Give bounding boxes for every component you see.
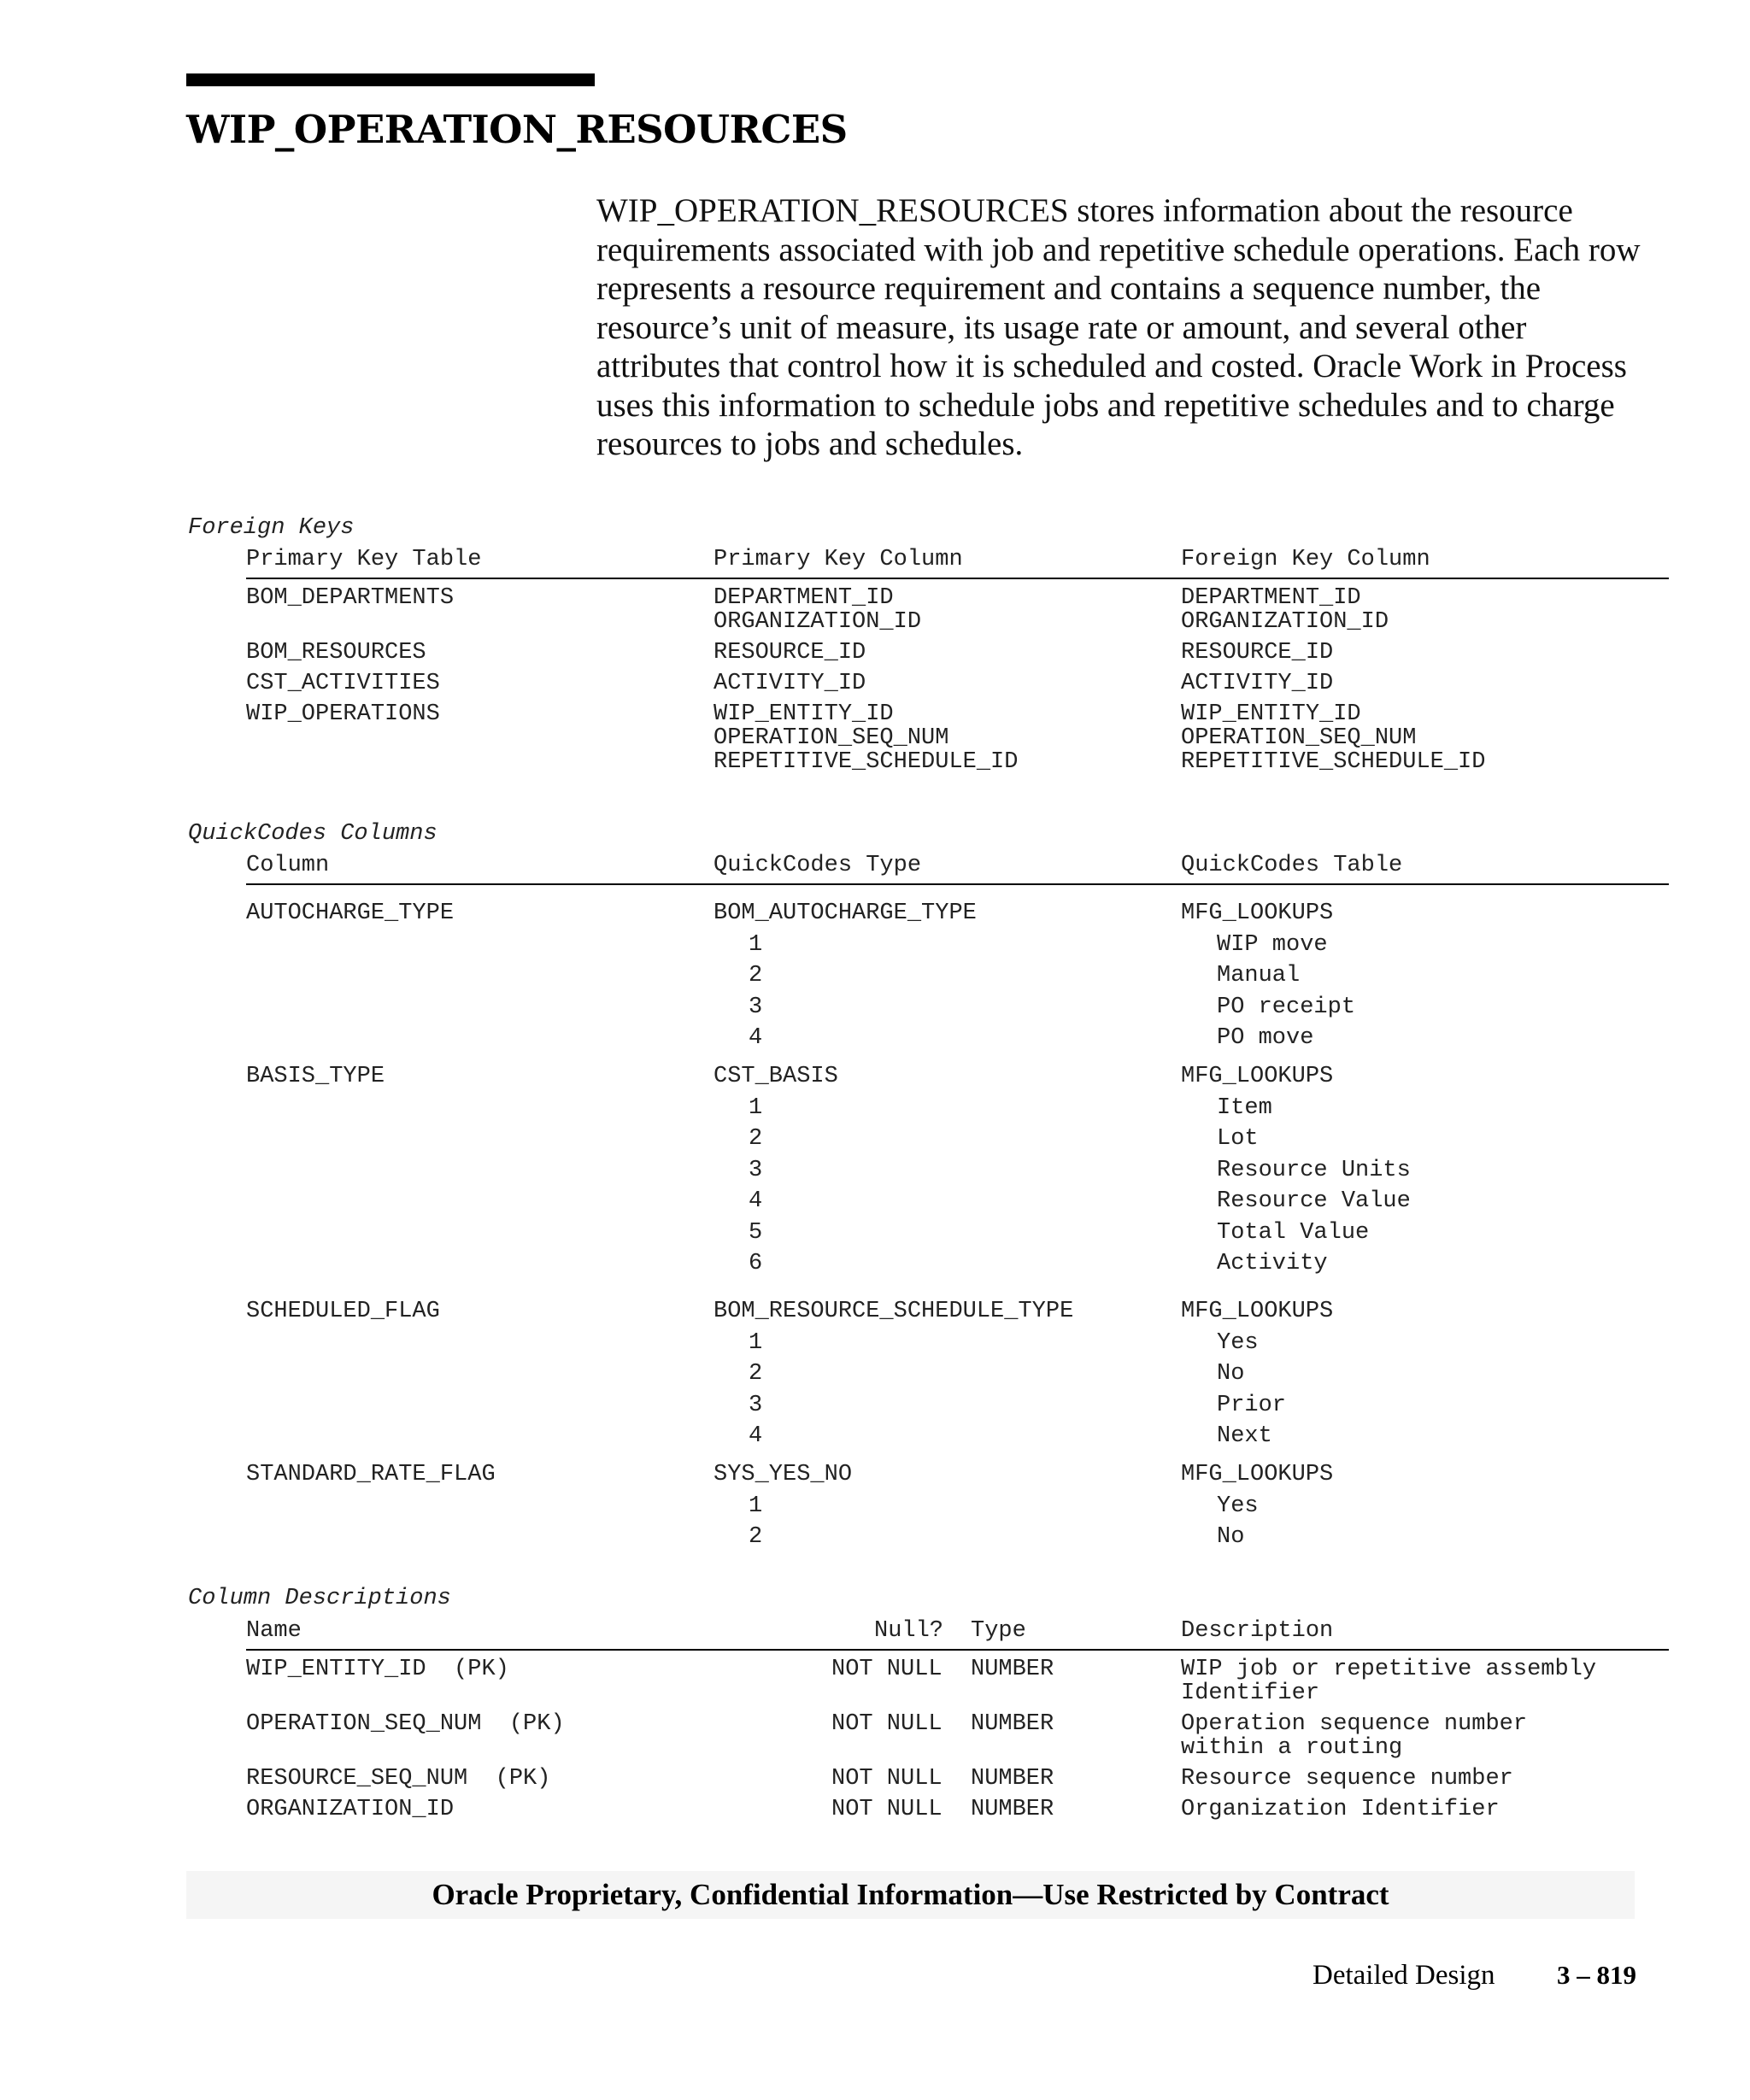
fk-primary-key-column: WIP_ENTITY_ID [714, 701, 894, 727]
qc-meaning: Lot [1217, 1126, 1259, 1152]
qc-code: 3 [749, 1157, 763, 1183]
header-type: Type [971, 1618, 1026, 1644]
cd-description: WIP job or repetitive assembly [1181, 1657, 1597, 1682]
qc-code: 1 [749, 1329, 763, 1356]
cd-type: NUMBER [971, 1766, 1054, 1792]
qc-meaning: Resource Value [1217, 1188, 1411, 1214]
qc-meaning: Yes [1217, 1329, 1259, 1356]
qc-code: 1 [749, 1094, 763, 1121]
qc-meaning: PO receipt [1217, 994, 1356, 1020]
qc-type: CST_BASIS [714, 1064, 838, 1089]
qc-code: 2 [749, 1524, 763, 1550]
qc-code: 1 [749, 1493, 763, 1519]
cd-column-name: ORGANIZATION_ID [246, 1797, 455, 1822]
qc-code: 4 [749, 1423, 763, 1449]
top-rule [186, 73, 595, 86]
fk-primary-key-table: CST_ACTIVITIES [246, 671, 440, 696]
cd-type: NUMBER [971, 1657, 1054, 1682]
confidential-notice-band [186, 1871, 1635, 1919]
qc-type: BOM_RESOURCE_SCHEDULE_TYPE [714, 1299, 1074, 1324]
fk-primary-key-column: DEPARTMENT_ID [714, 585, 894, 611]
qc-code: 2 [749, 1361, 763, 1387]
qc-meaning: Manual [1217, 963, 1301, 988]
cd-column-name: OPERATION_SEQ_NUM (PK) [246, 1711, 565, 1737]
fk-foreign-key-column: OPERATION_SEQ_NUM [1181, 725, 1417, 751]
page-title: WIP_OPERATION_RESOURCES [186, 107, 848, 152]
fk-foreign-key-column: WIP_ENTITY_ID [1181, 701, 1361, 727]
fk-primary-key-table: BOM_DEPARTMENTS [246, 585, 455, 611]
qc-table: MFG_LOOKUPS [1181, 1462, 1334, 1487]
fk-foreign-key-column: REPETITIVE_SCHEDULE_ID [1181, 749, 1486, 775]
qc-meaning: No [1217, 1361, 1245, 1387]
column-descriptions-label: Column Descriptions [188, 1586, 451, 1611]
fk-primary-key-table: WIP_OPERATIONS [246, 701, 440, 727]
fk-primary-key-column: ORGANIZATION_ID [714, 609, 922, 635]
cd-type: NUMBER [971, 1797, 1054, 1822]
qc-meaning: PO move [1217, 1025, 1314, 1051]
qc-table: MFG_LOOKUPS [1181, 900, 1334, 926]
cd-null: NOT NULL [831, 1766, 943, 1792]
qc-meaning: Prior [1217, 1392, 1287, 1418]
fk-foreign-key-column: ACTIVITY_ID [1181, 671, 1334, 696]
qc-code: 4 [749, 1025, 763, 1051]
qc-code: 3 [749, 994, 763, 1020]
cd-description: Identifier [1181, 1681, 1320, 1706]
qc-code: 2 [749, 963, 763, 988]
fk-primary-key-table: BOM_RESOURCES [246, 640, 426, 666]
qc-meaning: Total Value [1217, 1219, 1370, 1246]
confidential-notice: Oracle Proprietary, Confidential Information––Use Restricted by Contract [432, 1878, 1389, 1911]
qc-meaning: Resource Units [1217, 1157, 1411, 1183]
header-quickcodes-table: QuickCodes Table [1181, 853, 1403, 878]
qc-meaning: Yes [1217, 1493, 1259, 1519]
foreign-keys-label: Foreign Keys [188, 515, 355, 541]
fk-foreign-key-column: RESOURCE_ID [1181, 640, 1334, 666]
cd-column-name: WIP_ENTITY_ID (PK) [246, 1657, 509, 1682]
header-name: Name [246, 1618, 302, 1644]
cd-description: within a routing [1181, 1735, 1403, 1761]
header-quickcodes-type: QuickCodes Type [714, 853, 922, 878]
cd-description: Resource sequence number [1181, 1766, 1513, 1792]
cd-null: NOT NULL [831, 1657, 943, 1682]
quickcodes-header [246, 853, 1669, 885]
qc-code: 5 [749, 1219, 763, 1246]
cd-description: Operation sequence number [1181, 1711, 1528, 1737]
qc-code: 2 [749, 1126, 763, 1152]
cd-column-name: RESOURCE_SEQ_NUM (PK) [246, 1766, 551, 1792]
header-column: Column [246, 853, 330, 878]
qc-code: 4 [749, 1188, 763, 1214]
cd-null: NOT NULL [831, 1797, 943, 1822]
intro-paragraph: WIP_OPERATION_RESOURCES stores information about the resource requirements associated with job and repetitive schedule operations. Each row represents a resource requirement and contains a sequence number, the resource’s unit of measure, its usage rate or amount, and several other attributes that control how it is scheduled and costed. Oracle Work in Process uses this information to schedule jobs and repetitive schedules and to charge resources to jobs and schedules. [596, 192, 1641, 462]
qc-meaning: No [1217, 1524, 1245, 1550]
column-descriptions-header [246, 1618, 1669, 1651]
fk-primary-key-column: RESOURCE_ID [714, 640, 866, 666]
header-foreign-key-column: Foreign Key Column [1181, 547, 1430, 572]
fk-foreign-key-column: DEPARTMENT_ID [1181, 585, 1361, 611]
qc-code: 6 [749, 1251, 763, 1276]
qc-meaning: WIP move [1217, 931, 1328, 958]
header-primary-key-table: Primary Key Table [246, 547, 482, 572]
qc-column-name: AUTOCHARGE_TYPE [246, 900, 455, 926]
qc-column-name: STANDARD_RATE_FLAG [246, 1462, 496, 1487]
cd-type: NUMBER [971, 1711, 1054, 1737]
qc-type: SYS_YES_NO [714, 1462, 853, 1487]
header-description: Description [1181, 1618, 1334, 1644]
qc-code: 3 [749, 1392, 763, 1418]
qc-column-name: SCHEDULED_FLAG [246, 1299, 440, 1324]
fk-primary-key-column: ACTIVITY_ID [714, 671, 866, 696]
header-null: Null? [874, 1618, 944, 1644]
qc-meaning: Item [1217, 1094, 1272, 1121]
cd-null: NOT NULL [831, 1711, 943, 1737]
qc-table: MFG_LOOKUPS [1181, 1064, 1334, 1089]
page-number: 3 – 819 [1557, 1960, 1636, 1990]
fk-primary-key-column: OPERATION_SEQ_NUM [714, 725, 949, 751]
foreign-keys-header [246, 547, 1669, 579]
qc-code: 1 [749, 931, 763, 958]
quickcodes-label: QuickCodes Columns [188, 821, 438, 847]
footer-section-title: Detailed Design [1312, 1960, 1495, 1991]
qc-column-name: BASIS_TYPE [246, 1064, 385, 1089]
qc-meaning: Next [1217, 1423, 1272, 1449]
cd-description: Organization Identifier [1181, 1797, 1500, 1822]
qc-table: MFG_LOOKUPS [1181, 1299, 1334, 1324]
qc-type: BOM_AUTOCHARGE_TYPE [714, 900, 977, 926]
qc-meaning: Activity [1217, 1251, 1328, 1276]
header-primary-key-column: Primary Key Column [714, 547, 963, 572]
fk-primary-key-column: REPETITIVE_SCHEDULE_ID [714, 749, 1019, 775]
fk-foreign-key-column: ORGANIZATION_ID [1181, 609, 1389, 635]
